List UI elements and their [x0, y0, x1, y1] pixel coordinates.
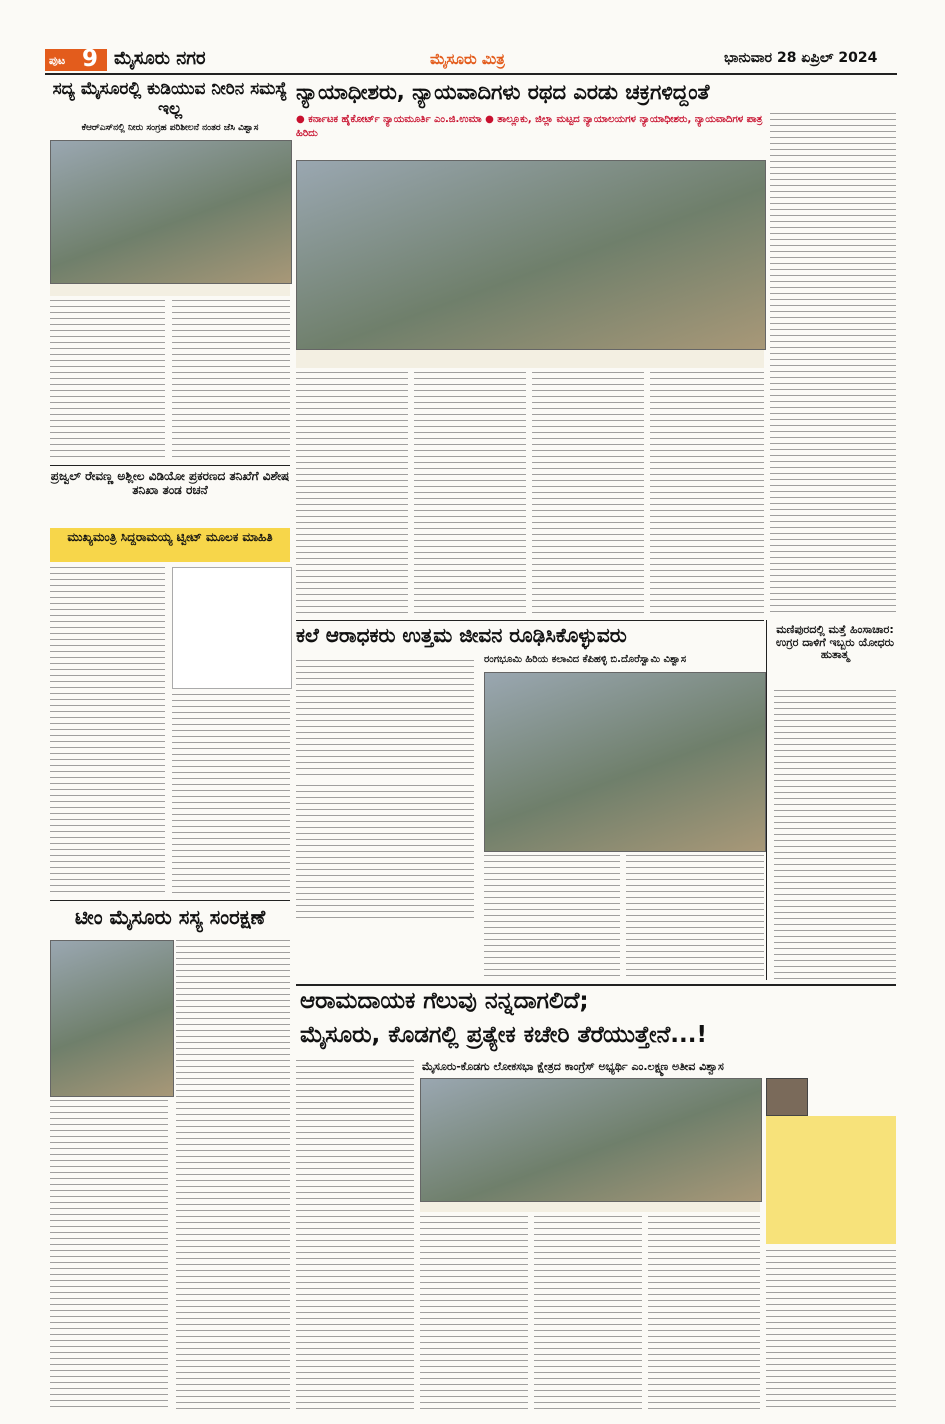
- water-deck: ಕೆಆರ್‌ಎಸ್‌ನಲ್ಲಿ ನೀರು ಸಂಗ್ರಹ ಪರಿಶೀಲನೆ ನಂತರ ಜೆಸಿ ವಿಶ್ವಾಸ: [81, 123, 259, 133]
- date: ಭಾನುವಾರ 28 ಏಪ್ರಿಲ್ 2024: [724, 50, 878, 66]
- congress-headline-2: ಮೈಸೂರು, ಕೊಡಗಲ್ಲಿ ಪ್ರತ್ಯೇಕ ಕಚೇರಿ ತೆರೆಯುತ್ತೇನೆ...!: [300, 1022, 708, 1048]
- artists-deck: ರಂಗಭೂಮಿ ಹಿರಿಯ ಕಲಾವಿದ ಕೆಪಿಹಳ್ಳಿ ಬಿ.ದೊರೆಸ್ವಾಮಿ ವಿಶ್ವಾಸ: [484, 654, 687, 665]
- judges-photo-caption: [296, 350, 764, 368]
- water-col-1: [50, 300, 165, 460]
- congress-pullquote: [766, 1116, 896, 1244]
- congress-col-1: [296, 1060, 414, 1410]
- team-headline: ಟೀಂ ಮೈಸೂರು ಸಸ್ಯ ಸಂರಕ್ಷಣೆ: [74, 905, 266, 929]
- artists-headline: ಕಲೆ ಆರಾಧಕರು ಉತ್ತಮ ಜೀವನ ರೂಢಿಸಿಕೊಳ್ಳುವರು: [296, 623, 627, 647]
- congress-col-2: [420, 1216, 528, 1410]
- tweet-screenshot: [172, 567, 292, 689]
- congress-top-rule: [296, 984, 896, 986]
- prajwal-col-1: [50, 567, 165, 897]
- manipur-headline: ಮಣಿಪುರದಲ್ಲಿ ಮತ್ತೆ ಹಿಂಸಾಚಾರ: ಉಗ್ರರ ದಾಳಿಗೆ ಇಬ್ಬರು ಯೋಧರು ಹುತಾತ್ಮ: [776, 623, 894, 662]
- water-col-2: [172, 300, 290, 460]
- congress-headline-1: ಆರಾಮದಾಯಕ ಗೆಲುವು ನನ್ನದಾಗಲಿದೆ;: [300, 988, 589, 1014]
- congress-photo: [420, 1078, 762, 1202]
- water-headline: ಸದ್ಯ ಮೈಸೂರಲ್ಲಿ ಕುಡಿಯುವ ನೀರಿನ ಸಮಸ್ಯೆ ಇಲ್ಲ: [52, 79, 288, 119]
- manipur-col: [774, 690, 896, 980]
- artists-photo: [484, 672, 766, 852]
- artists-col-2: [484, 855, 620, 980]
- judges-col-2: [414, 372, 526, 617]
- prajwal-col-2: [172, 694, 290, 897]
- judges-col-4: [650, 372, 764, 617]
- prajwal-top-rule: [50, 465, 290, 466]
- prajwal-deck: [50, 528, 290, 562]
- masthead: [0, 0, 945, 72]
- masthead-rule: [45, 73, 897, 75]
- team-photo: [50, 940, 174, 1097]
- team-top-rule: [50, 900, 290, 901]
- water-photo-caption: [50, 284, 290, 296]
- manipur-left-rule: [766, 620, 767, 980]
- artists-col-1b: [296, 785, 474, 920]
- congress-col-4: [648, 1216, 760, 1410]
- judges-col-1: [296, 372, 408, 617]
- prajwal-deck-text: ಮುಖ್ಯಮಂತ್ರಿ ಸಿದ್ದರಾಮಯ್ಯ ಟ್ವೀಟ್ ಮೂಲಕ ಮಾಹಿತಿ: [67, 530, 273, 544]
- congress-photo-caption: [420, 1202, 760, 1212]
- judges-deck: ● ಕರ್ನಾಟಕ ಹೈಕೋರ್ಟ್ ನ್ಯಾಯಮೂರ್ತಿ ಎಂ.ಜಿ.ಉಮಾ ● ತಾಲ್ಲೂಕು, ಜಿಲ್ಲಾ ಮಟ್ಟದ ನ್ಯಾಯಾಲಯಗಳ ನ್ಯಾಯಾಧೀಶರು, ನ್ಯಾಯವಾದಿಗಳ ಪಾತ್ರ ಹಿರಿದು: [296, 114, 763, 139]
- section-name: ಮೈಸೂರು ನಗರ: [114, 48, 206, 69]
- page-label: ಪುಟ: [49, 54, 66, 67]
- page-number: 9: [82, 46, 99, 72]
- paper-logo: ಮೈಸೂರು ಮಿತ್ರ: [430, 50, 505, 68]
- artists-col-1: [296, 660, 474, 780]
- team-col-1: [50, 1100, 168, 1410]
- artists-col-3: [626, 855, 764, 980]
- congress-col-3: [534, 1216, 642, 1410]
- congress-col-5: [766, 1250, 896, 1410]
- team-col-2: [176, 940, 290, 1410]
- judges-headline: ನ್ಯಾಯಾಧೀಶರು, ನ್ಯಾಯವಾದಿಗಳು ರಥದ ಎರಡು ಚಕ್ರಗಳಿದ್ದಂತೆ: [296, 80, 710, 104]
- congress-candidate-photo: [766, 1078, 808, 1116]
- water-photo: [50, 140, 292, 284]
- judges-col-5: [770, 113, 896, 613]
- artists-top-rule: [296, 620, 764, 621]
- prajwal-headline: ಪ್ರಜ್ವಲ್ ರೇವಣ್ಣ ಅಶ್ಲೀಲ ವಿಡಿಯೋ ಪ್ರಕರಣದ ತನಿಖೆಗೆ ವಿಶೇಷ ತನಿಖಾ ತಂಡ ರಚನೆ: [50, 469, 290, 497]
- congress-deck: ಮೈಸೂರು-ಕೊಡಗು ಲೋಕಸಭಾ ಕ್ಷೇತ್ರದ ಕಾಂಗ್ರೆಸ್ ಅಭ್ಯರ್ಥಿ ಎಂ.ಲಕ್ಷ್ಮಣ ಅತೀವ ವಿಶ್ವಾಸ: [422, 1060, 724, 1073]
- judges-col-3: [532, 372, 644, 617]
- judges-photo: [296, 160, 766, 350]
